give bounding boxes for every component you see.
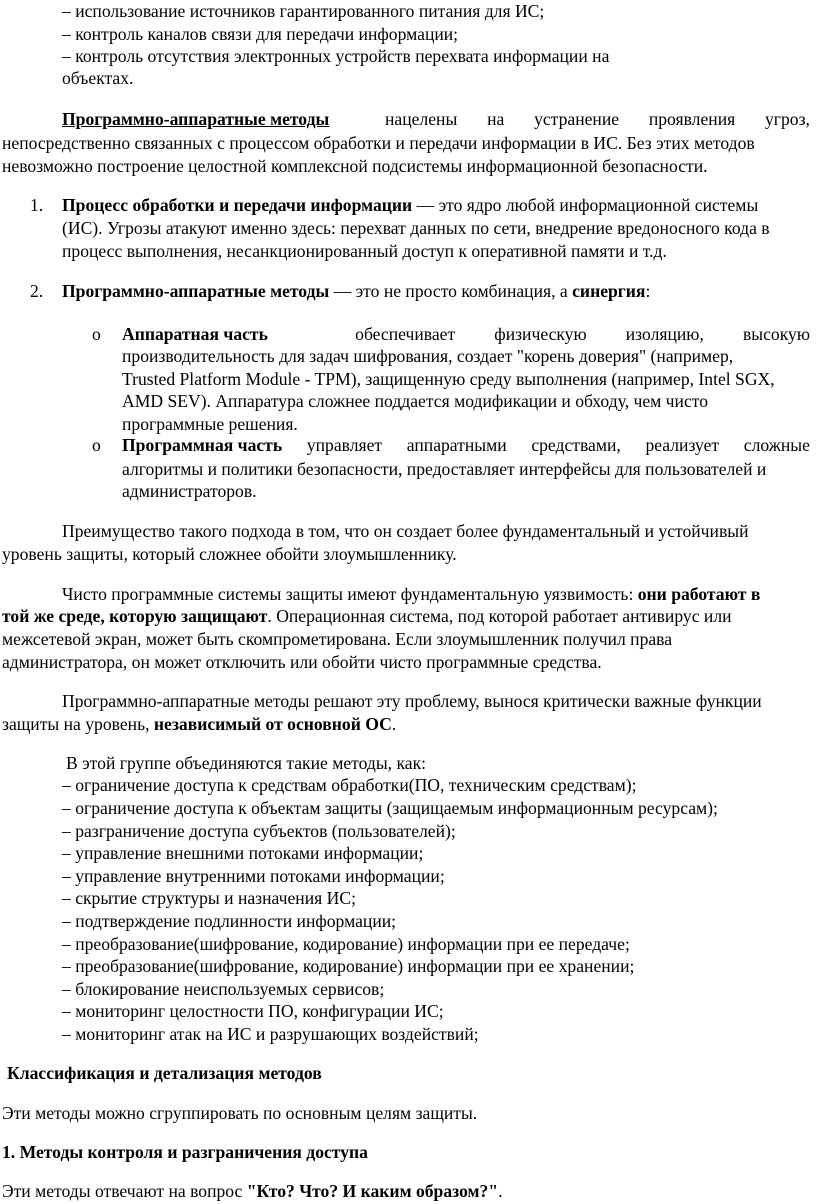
list-item: – управление внутренними потоками информации; — [62, 866, 445, 886]
intro-word: проявления — [648, 109, 736, 129]
hardware-line-1 — [122, 323, 810, 347]
list-item: – мониторинг целостности ПО, конфигурации ИС; — [62, 1001, 444, 1021]
list-number: 1. — [30, 195, 44, 215]
software-only-bold-2: той же среде, которую защищают — [2, 606, 268, 626]
subsection-text — [2, 1180, 503, 1204]
hardware-line-5: программные решения. — [122, 414, 298, 434]
solution-bold: независимый от основной ОС — [153, 714, 392, 734]
numbered-item-2-bold: синергия — [572, 281, 646, 301]
list-item: – контроль отсутствия электронных устройств перехвата информации на — [62, 46, 610, 66]
section-text: Эти методы можно сгруппировать по основным целям защиты. — [2, 1103, 478, 1123]
software-only-text: Чисто программные системы защиты имеют фундаментальную уязвимость: — [62, 584, 634, 604]
numbered-item-1-line-1 — [62, 194, 758, 218]
hardware-word: изоляцию, — [625, 324, 704, 344]
list-item: – мониторинг атак на ИС и разрушающих воздействий; — [62, 1024, 479, 1044]
intro-word: устранение — [534, 109, 620, 129]
software-title: Программная часть — [122, 435, 283, 455]
software-line-3: администраторов. — [122, 481, 257, 501]
numbered-item-2-line — [62, 280, 650, 304]
advantage-line-2: уровень защиты, который сложнее обойти злоумышленнику. — [2, 544, 457, 564]
intro-word: на — [487, 109, 505, 129]
list-item: – ограничение доступа к объектам защиты (защищаемым информационным ресурсам); — [62, 798, 718, 818]
intro-word: нацелены — [385, 109, 458, 129]
hardware-title: Аппаратная часть — [122, 324, 268, 344]
list-item: – использование источников гарантированного питания для ИС; — [62, 1, 545, 21]
software-word: средствами, — [531, 435, 621, 455]
list-item: – преобразование(шифрование, кодирование) информации при ее хранении; — [62, 956, 635, 976]
intro-title: Программно-аппаратные методы — [62, 109, 330, 129]
access-question: "Кто? Что? И каким образом?" — [246, 1181, 499, 1201]
software-word: реализует — [645, 435, 720, 455]
bullet-marker: o — [92, 435, 101, 455]
software-only-line-2 — [2, 605, 732, 629]
list-item: – контроль каналов связи для передачи информации; — [62, 24, 459, 44]
solution-end: . — [391, 714, 397, 734]
solution-line-1: Программно-аппаратные методы решают эту проблему, вынося критически важные функции — [62, 691, 762, 711]
list-item: – преобразование(шифрование, кодирование) информации при ее передаче; — [62, 934, 630, 954]
software-only-line-3: межсетевой экран, может быть скомпрометирована. Если злоумышленник получил права — [2, 629, 673, 649]
list-item: – разграничение доступа субъектов (пользователей); — [62, 821, 456, 841]
solution-text: защиты на уровень, — [2, 714, 154, 734]
software-only-bold: они работают в — [637, 584, 761, 604]
hardware-line-4: AMD SEV). Аппаратура сложнее поддается модификации и обходу, чем чисто — [122, 391, 709, 411]
numbered-item-1-text: — это ядро любой информационной системы — [416, 195, 759, 215]
list-item: – подтверждение подлинности информации; — [62, 911, 397, 931]
intro-line-1 — [62, 108, 810, 132]
numbered-item-1-title: Процесс обработки и передачи информации — [62, 195, 413, 215]
list-item: – блокирование неиспользуемых сервисов; — [62, 979, 385, 999]
intro-line-3: невозможно построение целостной комплексной подсистемы информационной безопасности. — [2, 156, 708, 176]
software-only-line-1 — [62, 583, 760, 607]
list-item: – скрытие структуры и назначения ИС; — [62, 888, 356, 908]
software-line-1 — [122, 434, 810, 458]
advantage-line-1: Преимущество такого подхода в том, что он создает более фундаментальный и устойчивый — [62, 521, 749, 541]
software-word: управляет — [306, 435, 383, 455]
methods-intro: В этой группе объединяются такие методы, как: — [66, 753, 427, 773]
intro-word: угроз, — [764, 109, 810, 129]
software-only-line-4: администратора, он может отключить или обойти чисто программные средства. — [2, 652, 602, 672]
numbered-item-2-end: : — [645, 281, 651, 301]
numbered-item-2-title: Программно-аппаратные методы — [62, 281, 330, 301]
hardware-line-3: Trusted Platform Module - TPM), защищенную среду выполнения (например, Intel SGX, — [122, 369, 775, 389]
numbered-item-1-line-3: процесс выполнения, несанкционированный доступ к оперативной памяти и т.д. — [62, 241, 667, 261]
hardware-word: обеспечивает — [355, 324, 456, 344]
bullet-marker: o — [92, 324, 101, 344]
hardware-line-2: производительность для задач шифрования, создает "корень доверия" (например, — [122, 346, 734, 366]
software-only-text-2: . Операционная система, под которой работает антивирус или — [267, 606, 732, 626]
software-word: сложные — [743, 435, 810, 455]
hardware-word: высокую — [742, 324, 810, 344]
list-item: – ограничение доступа к средствам обработки(ПО, техническим средствам); — [62, 775, 637, 795]
section-heading: Классификация и детализация методов — [7, 1063, 322, 1083]
numbered-item-2-text: — это не просто комбинация, а — [329, 281, 573, 301]
numbered-item-1-line-2: (ИС). Угрозы атакуют именно здесь: перехват данных по сети, внедрение вредоносного кода в — [62, 218, 770, 238]
software-line-2: алгоритмы и политики безопасности, предоставляет интерфейсы для пользователей и — [122, 459, 767, 479]
intro-line-2: непосредственно связанных с процессом обработки и передачи информации в ИС. Без этих методов — [2, 133, 755, 153]
subsection-heading: 1. Методы контроля и разграничения доступа — [2, 1142, 368, 1162]
access-end: . — [498, 1181, 503, 1201]
list-number: 2. — [30, 281, 44, 301]
access-text: Эти методы отвечают на вопрос — [2, 1181, 247, 1201]
software-word: аппаратными — [406, 435, 507, 455]
hardware-word: физическую — [494, 324, 587, 344]
list-item: объектах. — [62, 68, 134, 88]
solution-line-2 — [2, 713, 396, 737]
list-item: – управление внешними потоками информации; — [62, 843, 424, 863]
